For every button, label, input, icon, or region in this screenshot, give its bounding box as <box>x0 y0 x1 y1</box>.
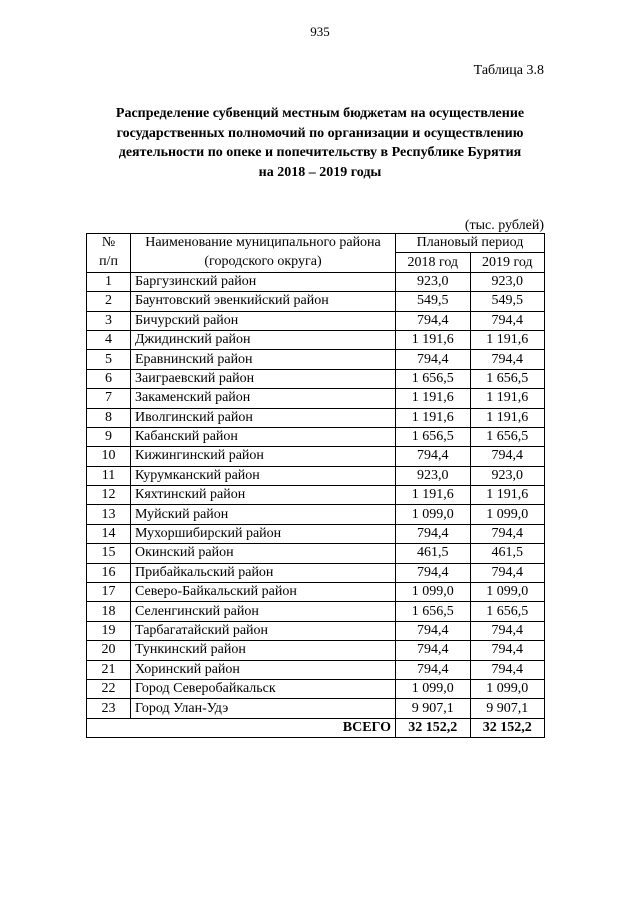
row-number: 3 <box>87 311 131 330</box>
value-2018: 794,4 <box>396 621 471 640</box>
value-2019: 794,4 <box>470 641 545 660</box>
row-number: 4 <box>87 330 131 349</box>
table-row <box>87 679 545 698</box>
period-header: Плановый период <box>396 234 545 253</box>
district-name: Мухоршибирский район <box>131 524 396 543</box>
value-2018: 1 191,6 <box>396 408 471 427</box>
table-row <box>87 486 545 505</box>
value-2019: 923,0 <box>470 272 545 291</box>
row-number: 21 <box>87 660 131 679</box>
value-2019: 1 099,0 <box>470 583 545 602</box>
row-number: 2 <box>87 292 131 311</box>
table-row <box>87 369 545 388</box>
value-2019: 9 907,1 <box>470 699 545 718</box>
table-row <box>87 602 545 621</box>
table-row <box>87 330 545 349</box>
district-name: Окинский район <box>131 544 396 563</box>
district-name: Баунтовский эвенкийский район <box>131 292 396 311</box>
title-line: Распределение субвенций местным бюджетам на осуществление <box>115 106 525 121</box>
district-name: Селенгинский район <box>131 602 396 621</box>
row-number: 20 <box>87 641 131 660</box>
subvention-table <box>86 233 545 738</box>
district-name: Кабанский район <box>131 427 396 446</box>
table-row <box>87 427 545 446</box>
value-2018: 1 191,6 <box>396 486 471 505</box>
district-name: Муйский район <box>131 505 396 524</box>
value-2018: 794,4 <box>396 563 471 582</box>
table-row <box>87 524 545 543</box>
row-number: 1 <box>87 272 131 291</box>
value-2018: 1 191,6 <box>396 389 471 408</box>
row-number: 11 <box>87 466 131 485</box>
district-name: Заиграевский район <box>131 369 396 388</box>
district-name: Курумканский район <box>131 466 396 485</box>
name-header-sub: (городского округа) <box>131 253 396 272</box>
district-name: Город Улан-Удэ <box>131 699 396 718</box>
table-row <box>87 350 545 369</box>
row-number: 6 <box>87 369 131 388</box>
table-row <box>87 544 545 563</box>
header-row <box>87 253 545 272</box>
value-2018: 1 656,5 <box>396 427 471 446</box>
value-2019: 1 099,0 <box>470 505 545 524</box>
value-2018: 1 656,5 <box>396 369 471 388</box>
value-2018: 9 907,1 <box>396 699 471 718</box>
district-name: Джидинский район <box>131 330 396 349</box>
row-number: 12 <box>87 486 131 505</box>
num-header-sub: п/п <box>87 253 131 272</box>
unit-note: (тыс. рублей) <box>464 218 544 233</box>
table-row <box>87 389 545 408</box>
table-row <box>87 292 545 311</box>
page-number: 935 <box>310 24 330 39</box>
district-name: Город Северобайкальск <box>131 679 396 698</box>
value-2018: 1 099,0 <box>396 679 471 698</box>
row-number: 22 <box>87 679 131 698</box>
value-2019: 794,4 <box>470 660 545 679</box>
row-number: 7 <box>87 389 131 408</box>
value-2019: 794,4 <box>470 524 545 543</box>
value-2018: 1 099,0 <box>396 505 471 524</box>
value-2018: 1 099,0 <box>396 583 471 602</box>
value-2018: 461,5 <box>396 544 471 563</box>
value-2019: 1 656,5 <box>470 427 545 446</box>
district-name: Тарбагатайский район <box>131 621 396 640</box>
value-2019: 461,5 <box>470 544 545 563</box>
table-row <box>87 466 545 485</box>
value-2019: 1 191,6 <box>470 408 545 427</box>
value-2018: 1 191,6 <box>396 330 471 349</box>
row-number: 23 <box>87 699 131 718</box>
name-header: Наименование муниципального района <box>131 234 396 253</box>
total-blank <box>87 718 131 737</box>
title-line: на 2018 – 2019 годы <box>258 164 382 180</box>
total-row <box>87 718 545 737</box>
num-header: № <box>87 234 131 253</box>
district-name: Кижингинский район <box>131 447 396 466</box>
district-name: Баргузинский район <box>131 272 396 291</box>
value-2018: 794,4 <box>396 350 471 369</box>
value-2019: 1 656,5 <box>470 369 545 388</box>
value-2019: 1 656,5 <box>470 602 545 621</box>
district-name: Иволгинский район <box>131 408 396 427</box>
table-row <box>87 408 545 427</box>
table-row <box>87 583 545 602</box>
row-number: 9 <box>87 427 131 446</box>
value-2019: 1 099,0 <box>470 679 545 698</box>
value-2019: 794,4 <box>470 311 545 330</box>
value-2018: 794,4 <box>396 660 471 679</box>
value-2019: 923,0 <box>470 466 545 485</box>
row-number: 15 <box>87 544 131 563</box>
value-2019: 794,4 <box>470 447 545 466</box>
row-number: 13 <box>87 505 131 524</box>
value-2019: 1 191,6 <box>470 330 545 349</box>
row-number: 14 <box>87 524 131 543</box>
value-2019: 1 191,6 <box>470 486 545 505</box>
value-2019: 794,4 <box>470 350 545 369</box>
district-name: Кяхтинский район <box>131 486 396 505</box>
value-2018: 794,4 <box>396 311 471 330</box>
district-name: Северо-Байкальский район <box>131 583 396 602</box>
district-name: Тункинский район <box>131 641 396 660</box>
table-row <box>87 311 545 330</box>
table-row <box>87 505 545 524</box>
value-2018: 794,4 <box>396 447 471 466</box>
value-2018: 923,0 <box>396 466 471 485</box>
table-row <box>87 272 545 291</box>
district-name: Прибайкальский район <box>131 563 396 582</box>
value-2018: 1 656,5 <box>396 602 471 621</box>
value-2019: 794,4 <box>470 621 545 640</box>
header-row <box>87 234 545 253</box>
table-row <box>87 621 545 640</box>
value-2019: 1 191,6 <box>470 389 545 408</box>
table-row <box>87 447 545 466</box>
district-name: Закаменский район <box>131 389 396 408</box>
value-2019: 794,4 <box>470 563 545 582</box>
row-number: 19 <box>87 621 131 640</box>
table-label: Таблица 3.8 <box>473 63 544 78</box>
district-name: Бичурский район <box>131 311 396 330</box>
value-2019: 549,5 <box>470 292 545 311</box>
district-name: Еравнинский район <box>131 350 396 369</box>
table-row <box>87 699 545 718</box>
title-line: деятельности по опеке и попечительству в Республике Бурятия <box>118 145 522 160</box>
table-row <box>87 660 545 679</box>
row-number: 5 <box>87 350 131 369</box>
total-2018: 32 152,2 <box>396 718 471 737</box>
total-2019: 32 152,2 <box>470 718 545 737</box>
table-row <box>87 641 545 660</box>
total-label: ВСЕГО <box>131 718 396 737</box>
value-2018: 549,5 <box>396 292 471 311</box>
value-2018: 923,0 <box>396 272 471 291</box>
table-body <box>87 272 545 718</box>
row-number: 16 <box>87 563 131 582</box>
title-line: государственных полномочий по организации и осуществлению <box>116 125 524 141</box>
district-name: Хоринский район <box>131 660 396 679</box>
table-row <box>87 563 545 582</box>
year-2018-header: 2018 год <box>396 253 471 272</box>
value-2018: 794,4 <box>396 524 471 543</box>
row-number: 10 <box>87 447 131 466</box>
row-number: 8 <box>87 408 131 427</box>
value-2018: 794,4 <box>396 641 471 660</box>
year-2019-header: 2019 год <box>470 253 545 272</box>
table-title <box>80 104 560 182</box>
row-number: 18 <box>87 602 131 621</box>
row-number: 17 <box>87 583 131 602</box>
